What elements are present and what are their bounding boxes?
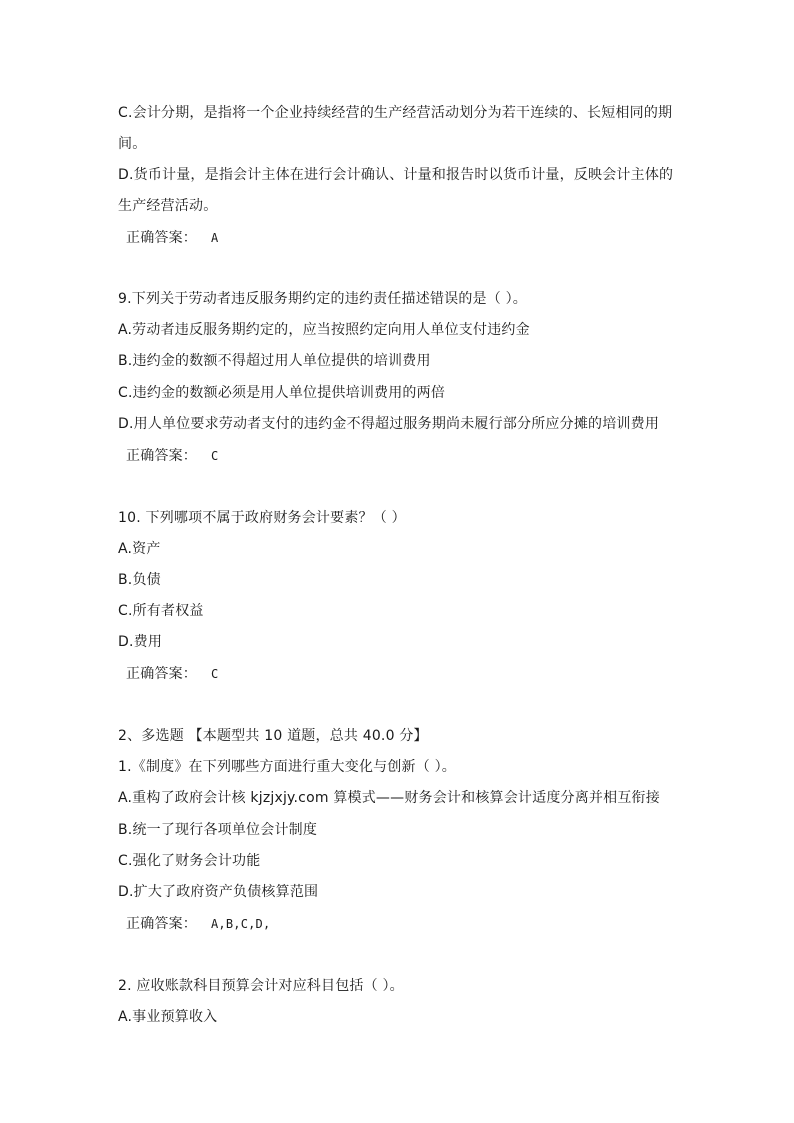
- q9-option-a: A.劳动者违反服务期约定的，应当按照约定向用人单位支付违约金: [118, 322, 530, 338]
- mq1-answer: [126, 914, 270, 934]
- q10-option-a: A.资产: [118, 541, 161, 557]
- answer-label: 正确答案：: [126, 230, 197, 246]
- q8-answer: [126, 228, 218, 248]
- mq1-option-b: B.统一了现行各项单位会计制度: [118, 822, 318, 838]
- answer-value: A: [211, 231, 219, 245]
- q9-answer: [126, 446, 218, 466]
- q9-stem: 9.下列关于劳动者违反服务期约定的违约责任描述错误的是（ ）。: [118, 291, 528, 307]
- mq1-stem: 1.《制度》在下列哪些方面进行重大变化与创新（ ）。: [118, 759, 457, 775]
- section-heading: 2、多选题 【本题型共 10 道题，总共 40.0 分】: [118, 728, 428, 744]
- answer-value: A,B,C,D,: [211, 917, 271, 931]
- mq1-option-a: A.重构了政府会计核 kjzjxjy.com 算模式——财务会计和核算会计适度分离并相互衔接: [118, 790, 660, 806]
- q8-option-c-line1: C.会计分期，是指将一个企业持续经营的生产经营活动划分为若干连续的、长短相同的期: [118, 105, 673, 121]
- q9-option-c: C.违约金的数额必须是用人单位提供培训费用的两倍: [118, 385, 446, 401]
- q8-option-d-line2: 生产经营活动。: [118, 198, 218, 214]
- q9-option-b: B.违约金的数额不得超过用人单位提供的培训费用: [118, 353, 431, 369]
- q8-option-c-line2: 间。: [118, 136, 147, 152]
- answer-value: C: [211, 667, 219, 681]
- q10-stem: 10. 下列哪项不属于政府财务会计要素？（ ）: [118, 510, 406, 526]
- mq2-option-a: A.事业预算收入: [118, 1009, 218, 1025]
- mq1-option-d: D.扩大了政府资产负债核算范围: [118, 884, 319, 900]
- answer-label: 正确答案：: [126, 916, 197, 932]
- answer-label: 正确答案：: [126, 666, 197, 682]
- q10-answer: [126, 664, 218, 684]
- q10-option-d: D.费用: [118, 634, 163, 650]
- mq2-stem: 2. 应收账款科目预算会计对应科目包括（ ）。: [118, 978, 404, 994]
- q10-option-c: C.所有者权益: [118, 603, 204, 619]
- answer-label: 正确答案：: [126, 448, 197, 464]
- q8-option-d-line1: D.货币计量，是指会计主体在进行会计确认、计量和报告时以货币计量，反映会计主体的: [118, 167, 674, 183]
- mq1-option-c: C.强化了财务会计功能: [118, 853, 261, 869]
- q10-option-b: B.负债: [118, 572, 161, 588]
- answer-value: C: [211, 449, 219, 463]
- q9-option-d: D.用人单位要求劳动者支付的违约金不得超过服务期尚未履行部分所应分摊的培训费用: [118, 416, 660, 432]
